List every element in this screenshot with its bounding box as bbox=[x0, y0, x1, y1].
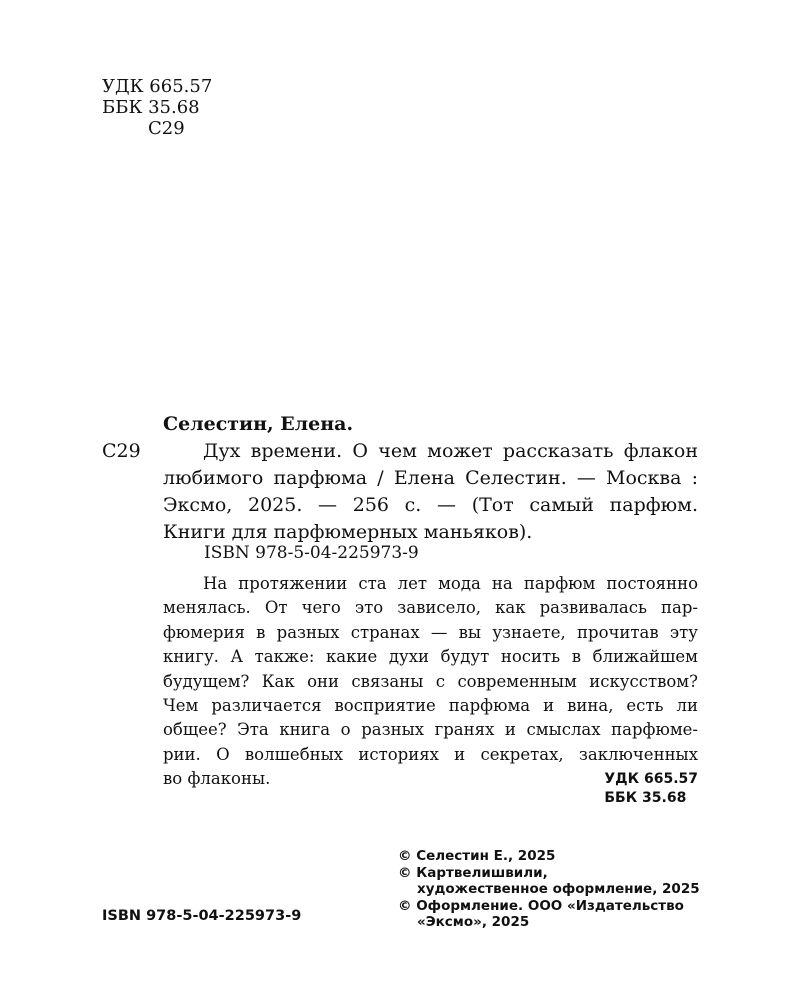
annotation-line: будущем? Как они связаны с современным искусством? bbox=[163, 671, 698, 691]
bibliographic-description bbox=[163, 438, 698, 546]
record-isbn: ISBN 978-5-04-225973-9 bbox=[204, 543, 419, 563]
annotation-line: книгу. А также: какие духи будут носить в ближайшем bbox=[163, 647, 698, 667]
footer-isbn: ISBN 978-5-04-225973-9 bbox=[102, 908, 302, 924]
annotation-line: фюмерия в разных странах — вы узнаете, прочитав эту bbox=[163, 622, 698, 642]
author-mark: С29 bbox=[148, 118, 185, 139]
record-author-mark: С29 bbox=[102, 440, 141, 462]
biblio-line: Эксмо, 2025. — 256 с. — (Тот самый парфюм. bbox=[163, 494, 698, 516]
annotation-line: рии. О волшебных историях и секретах, заключенных bbox=[163, 744, 698, 764]
annotation-line: менялась. От чего это зависело, как развивалась пар- bbox=[163, 598, 698, 618]
bbk-code: ББК 35.68 bbox=[102, 97, 200, 118]
biblio-line: любимого парфюма / Елена Селестин. — Москва : bbox=[163, 467, 698, 489]
bottom-classification-block bbox=[604, 770, 698, 808]
annotation-line: во флаконы. bbox=[163, 769, 271, 789]
bbk-code-bottom: ББК 35.68 bbox=[604, 790, 687, 806]
udk-code-bottom: УДК 665.57 bbox=[604, 771, 698, 787]
copyright-block bbox=[398, 848, 718, 931]
copyright-illustrator: © Картвелишвили, bbox=[398, 864, 548, 881]
biblio-line: Дух времени. О чем может рассказать флакон bbox=[203, 440, 698, 462]
top-classification-block bbox=[102, 76, 212, 139]
annotation-line: На протяжении ста лет мода на парфюм постоянно bbox=[203, 574, 698, 593]
copyright-design-year: «Эксмо», 2025 bbox=[417, 914, 530, 930]
copyright-illustrator-role: художественное оформление, 2025 bbox=[417, 881, 700, 897]
record-author: Селестин, Елена. bbox=[163, 413, 354, 435]
copyright-author: © Селестин Е., 2025 bbox=[398, 848, 556, 864]
udk-code: УДК 665.57 bbox=[102, 76, 213, 97]
annotation-text bbox=[163, 572, 698, 792]
annotation-line: общее? Эта книга о разных гранях и смыслах парфюме- bbox=[163, 720, 698, 740]
copyright-design: © Оформление. ООО «Издательство bbox=[398, 897, 684, 914]
biblio-line: Книги для парфюмерных маньяков). bbox=[163, 521, 533, 543]
annotation-line: Чем различается восприятие парфюма и вина, есть ли bbox=[163, 696, 698, 716]
